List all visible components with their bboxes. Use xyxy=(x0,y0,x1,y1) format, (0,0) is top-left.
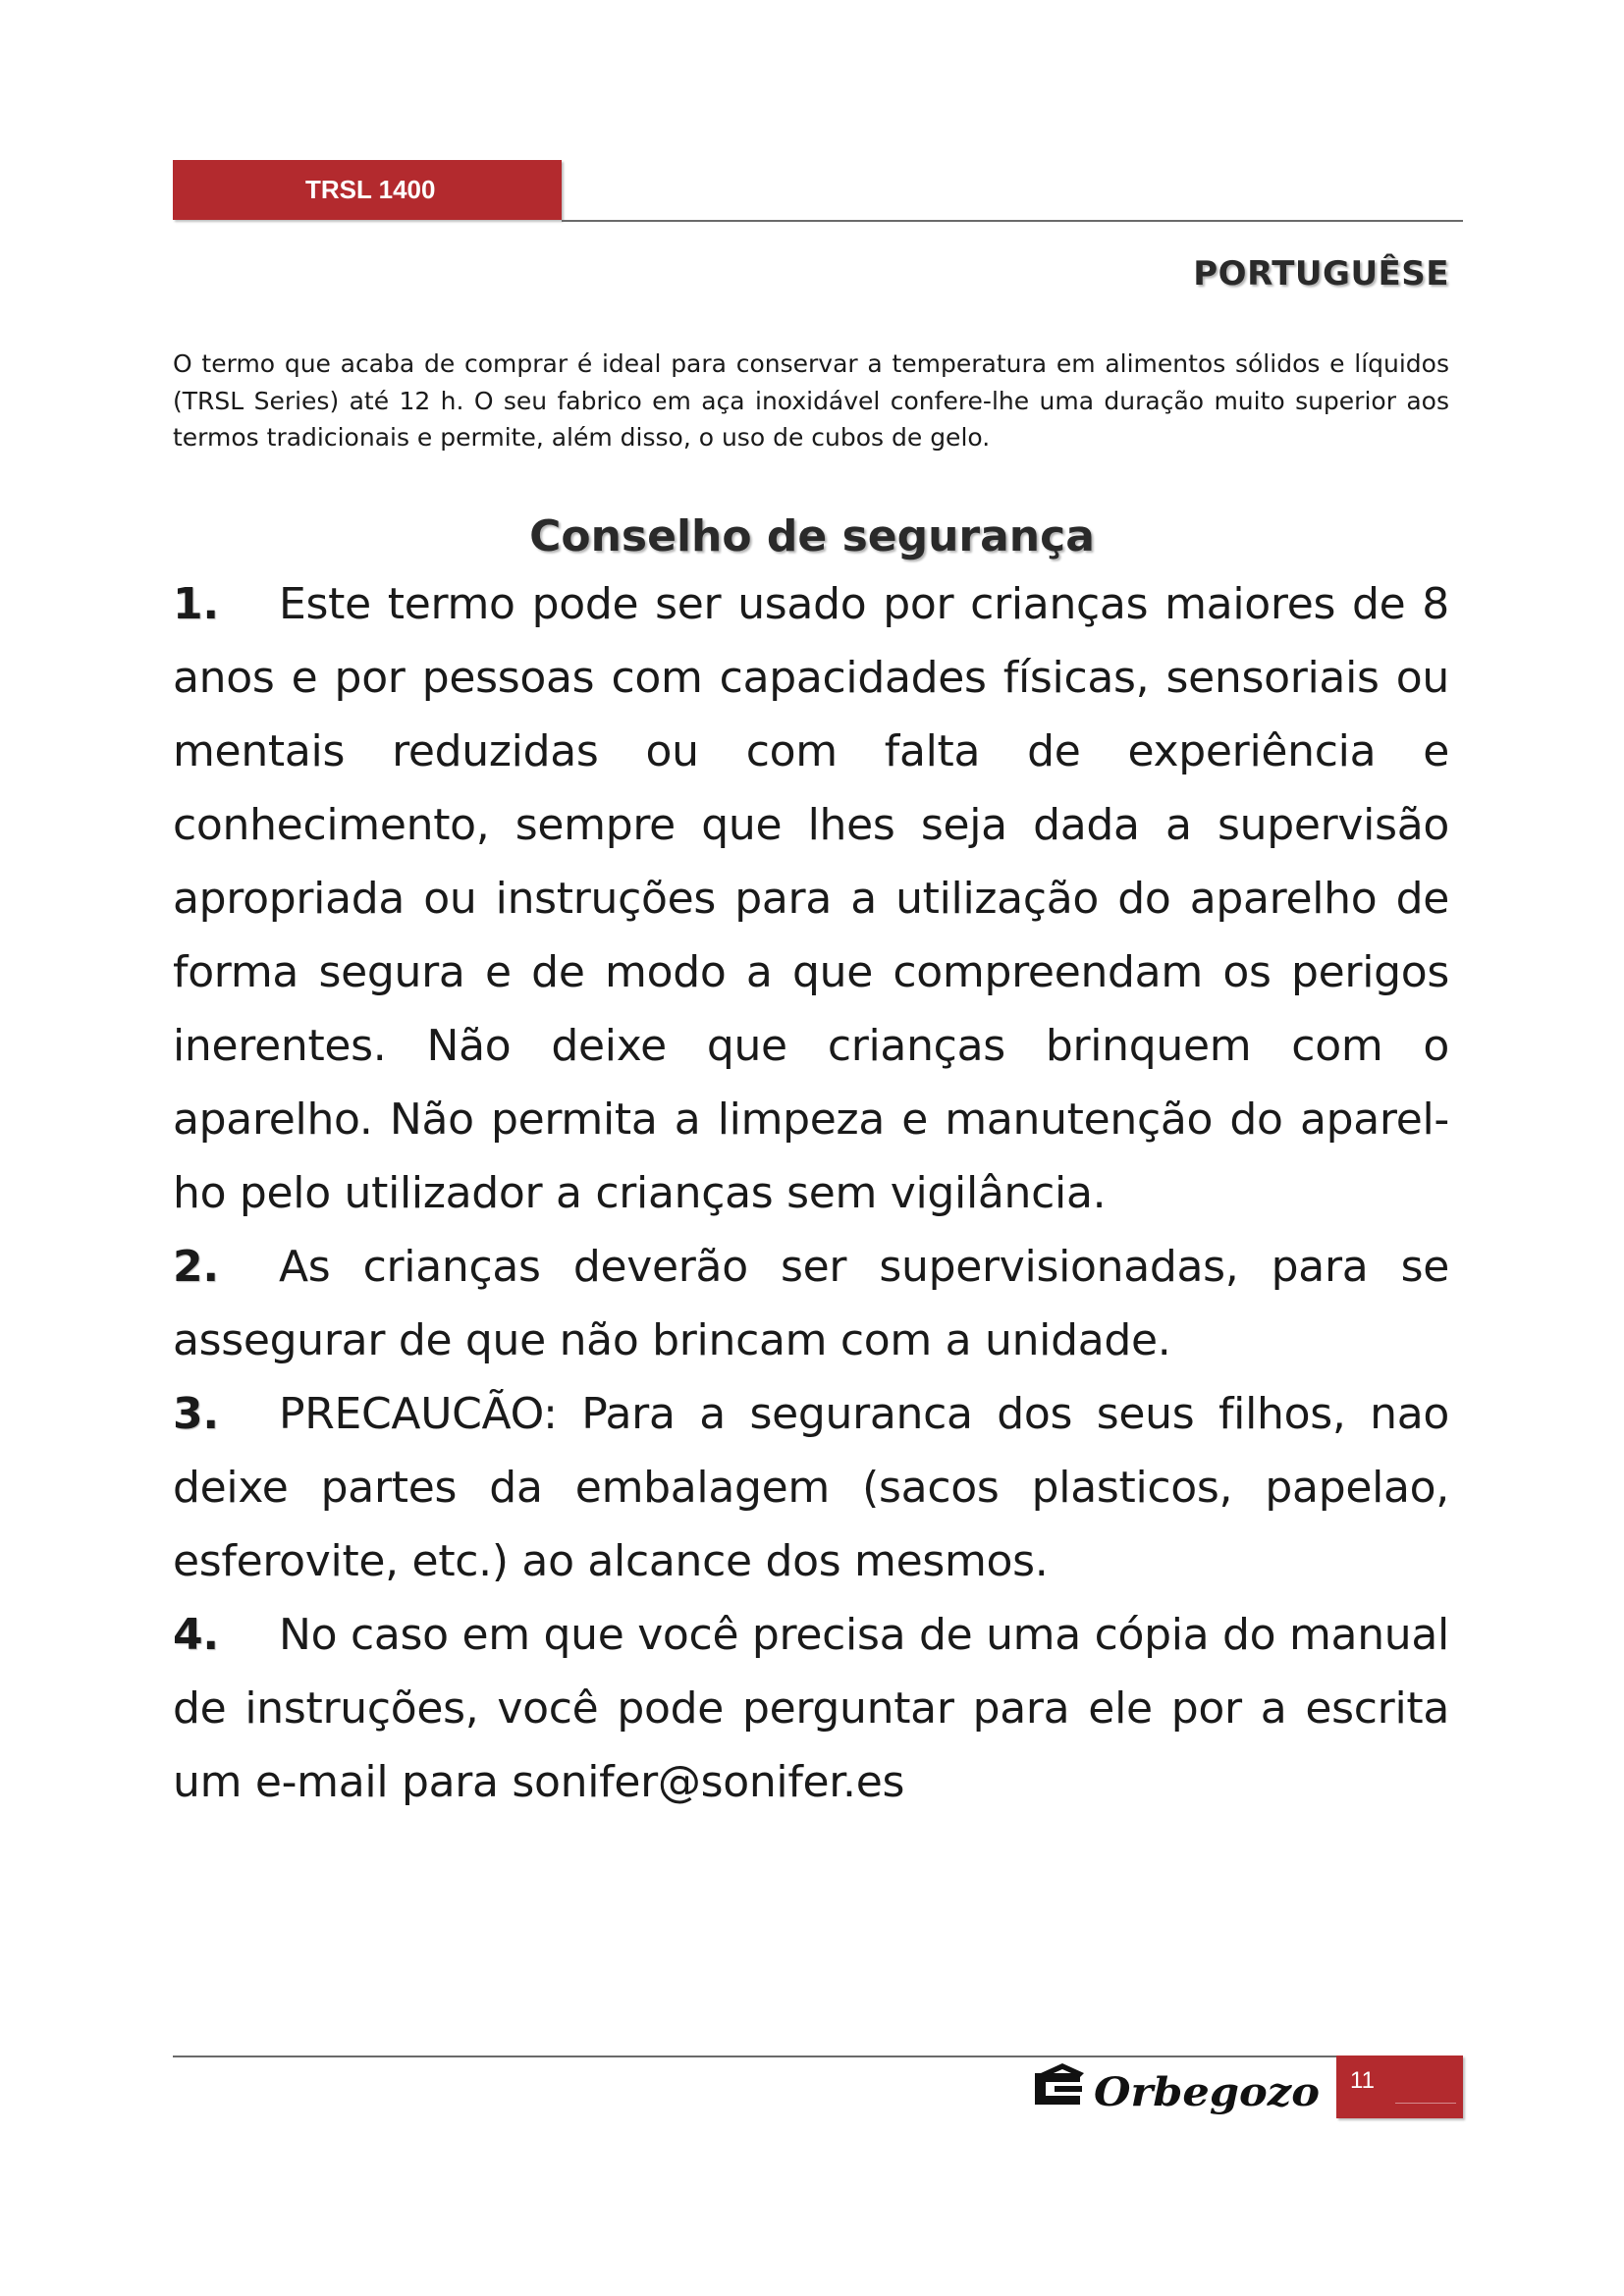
advice-item-4 xyxy=(173,1598,1449,1819)
advice-item-1 xyxy=(173,567,1449,1230)
page-number: 11 xyxy=(1350,2067,1375,2094)
advice-text: Este termo pode ser usado por crianças maiores de 8 anos e por pessoas com capacidades físicas, sensoriais ou mentais reduzidas ou com falta de experiência e conhecimento, sempre que lhes seja dada a supervisão apropriada ou instruções para a utilização do aparelho de forma segura e de modo a que compreendam os perigos inerentes. Não deixe que crianças brinquem com o aparelho. Não permita a limpeza e manutenção do aparel-ho pelo utilizador a crianças sem vigilância. xyxy=(173,579,1449,1218)
intro-paragraph: O termo que acaba de comprar é ideal para conservar a temperatura em alimentos sólidos e líquidos (TRSL Series) até 12 h. O seu fabrico em aça inoxidável confere-lhe uma duração muito superior aos termos tradicionais e permite, além disso, o uso de cubos de gelo. xyxy=(173,349,1449,452)
advice-number: 4. xyxy=(173,1610,219,1660)
advice-text: As crianças deverão ser supervisionadas, para se assegurar de que não brincam com a unidade. xyxy=(173,1242,1449,1365)
section-title: Conselho de segurança xyxy=(529,511,1095,561)
advice-item-3 xyxy=(173,1377,1449,1598)
advice-text: PRECAUCÃO: Para a seguranca dos seus filhos, nao deixe partes da embalagem (sacos plasticos, papelao, esferovite, etc.) ao alcance dos mesmos. xyxy=(173,1389,1449,1586)
page-box-rule xyxy=(1395,2103,1456,2104)
model-tab xyxy=(173,160,562,220)
safety-advice-list xyxy=(173,567,1449,1819)
header-divider xyxy=(562,220,1463,222)
language-heading: PORTUGUÊSE xyxy=(1193,254,1449,294)
footer-divider xyxy=(173,2056,1341,2057)
advice-number: 2. xyxy=(173,1242,219,1292)
advice-item-2 xyxy=(173,1230,1449,1377)
advice-number: 3. xyxy=(173,1389,219,1439)
orbegozo-logo xyxy=(1033,2059,1327,2118)
advice-number: 1. xyxy=(173,579,219,629)
advice-text: No caso em que você precisa de uma cópia do manual de instruções, você pode perguntar para ele por a escrita um e-mail para sonifer@sonifer.es xyxy=(173,1610,1449,1807)
model-label: TRSL 1400 xyxy=(305,175,436,204)
brand-wordmark: Orbegozo xyxy=(1094,2069,1320,2115)
page-number-box xyxy=(1336,2056,1463,2118)
